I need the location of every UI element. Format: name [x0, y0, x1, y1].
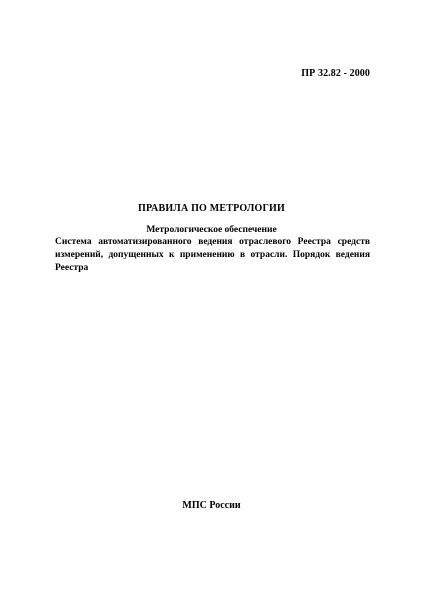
document-title: ПРАВИЛА ПО МЕТРОЛОГИИ	[138, 203, 285, 214]
document-code: ПР 32.82 - 2000	[301, 68, 370, 79]
document-publisher: МПС России	[182, 500, 241, 511]
document-description: Система автоматизированного ведения отраслевого Реестра средств измерений, допущенных к применению в отрасли. Порядок ведения Реестра	[55, 237, 370, 273]
document-subtitle: Метрологическое обеспечение	[146, 225, 277, 235]
